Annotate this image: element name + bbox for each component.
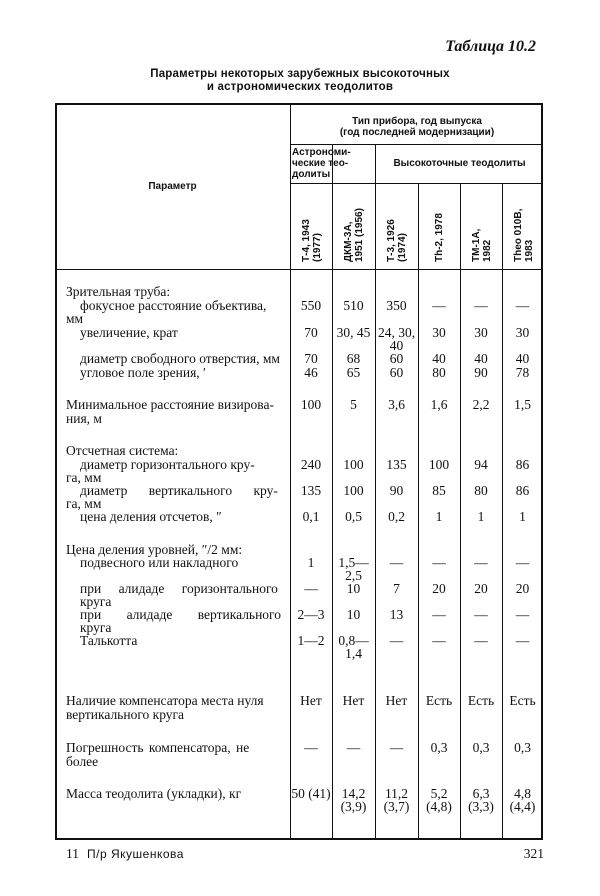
param-fov: угловое поле зрения, ′ [80,365,206,380]
value-cell-aperture: 60 [389,351,404,366]
param-comp-1: Наличие компенсатора места нуля [66,693,264,708]
value-cell-magnif-cont: 40 [389,338,404,353]
value-cell-vcircle: 90 [389,483,404,498]
value-cell-halid: 10 [346,581,361,596]
row-divider [290,144,543,145]
value-cell-magnif: 70 [304,325,318,340]
value-cell-hcircle: 135 [386,457,407,472]
param-comperr-1: Погрешность компенсатора, не [66,740,250,755]
type-header [292,116,542,138]
instrument-header: Т-3, 1926 (1974) [386,219,408,262]
value-cell-vcircle: 85 [432,483,446,498]
param-halid-1: при алидаде горизонтального [80,581,278,596]
value-cell-hanging: — [515,555,530,570]
precise-group-header: Высокоточные теодолиты [393,158,526,169]
value-cell-aperture: 40 [432,351,446,366]
value-cell-mass: 50 (41) [291,786,331,801]
value-cell-mass: 11,2 [384,786,409,801]
param-header: Параметр [148,181,197,192]
value-cell-valid: — [474,607,488,622]
value-cell-talcott: 0,8— [338,633,369,648]
value-cell-hcircle: 100 [428,457,450,472]
value-cell-mass-sub: (4,8) [426,799,452,814]
value-cell-halid: — [304,581,318,596]
param-halid-2: круга [80,594,112,609]
value-cell-hanging: — [389,555,404,570]
value-cell-comp: Нет [342,693,365,708]
param-valid-1: при алидаде вертикального [80,607,282,622]
value-cell-halid: 20 [515,581,530,596]
value-cell-mindist: 100 [300,397,322,412]
value-cell-halid: 20 [474,581,488,596]
param-comperr-2: более [66,754,99,769]
value-cell-comperr: — [389,740,404,755]
value-cell-vcircle: 100 [343,483,364,498]
value-cell-mass-sub: (3,3) [468,799,494,814]
footer-left [66,846,184,862]
param-hanging: подвесного или накладного [80,555,239,570]
value-cell-division: 1 [477,509,485,524]
value-cell-vcircle: 135 [300,483,322,498]
param-comp-2: вертикального круга [66,707,185,722]
value-cell-valid: 10 [346,607,361,622]
value-cell-talcott: — [432,633,446,648]
param-focal-1: фокусное расстояние объектива, [80,298,267,313]
param-valid-2: круга [80,620,112,635]
value-cell-mass: 6,3 [472,786,490,801]
type-header-line-1: Тип прибора, год выпуска [352,116,482,127]
param-mass: Масса теодолита (укладки), кг [66,786,242,801]
value-cell-hanging: 1,5— [338,555,369,570]
title-line-2: и астрономических теодолитов [206,81,394,93]
param-vcircle-2: га, мм [66,496,102,511]
instrument-header: Т-4, 1943 (1977) [301,219,323,262]
header-bottom-line [55,269,543,270]
value-cell-mass-sub: (3,7) [383,799,410,814]
param-aperture: диаметр свободного отверстия, мм [80,351,280,366]
value-cell-division: 1 [519,509,526,524]
param-levels: Цена деления уровней, ″/2 мм: [66,542,243,557]
value-cell-aperture: 68 [346,351,361,366]
value-cell-magnif: 30 [474,325,488,340]
astro-line-1: Астрономи- [292,147,351,158]
value-cell-vcircle: 86 [515,483,530,498]
value-cell-division: 0,1 [302,509,320,524]
value-cell-talcott-cont: 1,4 [345,646,362,661]
value-cell-fov: 78 [515,365,530,380]
param-magnif: увеличение, крат [80,325,178,340]
value-cell-fov: 46 [304,365,318,380]
value-cell-mass: 4,8 [514,786,531,801]
param-focal-2: мм [66,311,84,326]
param-scope: Зрительная труба: [66,284,171,299]
value-cell-mindist: 1,6 [430,397,448,412]
editor-credit: П/р Якушенкова [87,847,184,861]
value-cell-valid: 2—3 [297,607,325,622]
value-cell-talcott: — [515,633,530,648]
value-cell-comp: Есть [425,693,453,708]
value-cell-valid: — [432,607,446,622]
value-cell-aperture: 70 [304,351,318,366]
table-caption: Таблица 10.2 [445,38,536,55]
astro-group-header [292,147,374,180]
instrument-header: Th-2, 1978 [434,213,445,262]
astro-line-3: долиты [292,169,331,180]
value-cell-valid: — [515,607,530,622]
value-cell-mindist: 2,2 [472,397,490,412]
param-vcircle-1: диаметр вертикального кру- [80,483,278,498]
param-talcott: Талькотта [80,633,138,648]
value-cell-talcott: 1—2 [297,633,325,648]
value-cell-mass: 14,2 [341,786,366,801]
value-cell-division: 0,2 [388,509,405,524]
type-header-line-2: (год последней модернизации) [339,127,495,138]
value-cell-hcircle: 94 [474,457,488,472]
table-title [0,68,600,94]
value-cell-comperr: — [304,740,318,755]
value-cell-mass-sub: (4,4) [509,799,536,814]
param-division: цена деления отсчетов, ″ [80,509,222,524]
value-cell-focal: 550 [300,298,322,313]
value-cell-comp: Есть [509,693,536,708]
value-cell-division: 1 [435,509,443,524]
value-cell-comp: Есть [467,693,495,708]
astro-line-2: ческие тео- [292,158,349,169]
value-cell-aperture: 40 [515,351,530,366]
value-cell-fov: 90 [474,365,488,380]
row-divider [290,183,543,184]
value-cell-focal: 510 [343,298,364,313]
value-cell-mindist: 5 [350,397,357,412]
instrument-header: ДКМ-3А, 1951 (1956) [343,208,365,262]
value-cell-hanging: — [432,555,446,570]
value-cell-hanging-cont: 2,5 [345,568,362,583]
value-cell-comperr: 0,3 [472,740,490,755]
value-cell-hanging: 1 [307,555,315,570]
value-cell-comperr: — [346,740,361,755]
value-cell-vcircle: 80 [474,483,488,498]
value-cell-hcircle: 240 [300,457,322,472]
value-cell-fov: 60 [389,365,404,380]
value-cell-valid: 13 [389,607,404,622]
param-hcircle-2: га, мм [66,470,102,485]
value-cell-division: 0,5 [345,509,362,524]
value-cell-hanging: — [474,555,488,570]
param-mindist-1: Минимальное расстояние визирова- [66,397,274,412]
value-cell-fov: 65 [346,365,361,380]
value-cell-magnif: 30 [432,325,446,340]
value-cell-magnif: 30 [515,325,530,340]
instrument-header: Theo 010B, 1983 [513,208,535,262]
value-cell-focal: — [515,298,530,313]
value-cell-hcircle: 100 [343,457,364,472]
value-cell-mass-sub: (3,9) [340,799,367,814]
value-cell-halid: 20 [432,581,446,596]
value-cell-comp: Нет [300,693,322,708]
value-cell-comp: Нет [385,693,408,708]
value-cell-magnif: 24, 30, [377,325,416,340]
value-cell-focal: 350 [386,298,407,313]
value-cell-magnif: 30, 45 [336,325,371,340]
param-mindist-2: ния, м [66,411,102,426]
value-cell-comperr: 0,3 [430,740,448,755]
value-cell-focal: — [474,298,488,313]
value-cell-mindist: 3,6 [388,397,405,412]
value-cell-focal: — [432,298,446,313]
value-cell-comperr: 0,3 [514,740,531,755]
page-number: 321 [523,846,544,861]
title-line-1: Параметры некоторых зарубежных высокоточных [150,68,450,80]
value-cell-mass: 5,2 [430,786,448,801]
sheet-number: 11 [66,846,79,861]
value-cell-mindist: 1,5 [514,397,531,412]
value-cell-fov: 80 [432,365,446,380]
value-cell-talcott: — [474,633,488,648]
instrument-header: ТМ-1А, 1982 [471,228,493,262]
param-hcircle-1: диаметр горизонтального кру- [80,457,255,472]
value-cell-halid: 7 [393,581,400,596]
value-cell-aperture: 40 [474,351,488,366]
value-cell-hcircle: 86 [515,457,530,472]
value-cell-talcott: — [389,633,404,648]
param-reading: Отсчетная система: [66,443,179,458]
